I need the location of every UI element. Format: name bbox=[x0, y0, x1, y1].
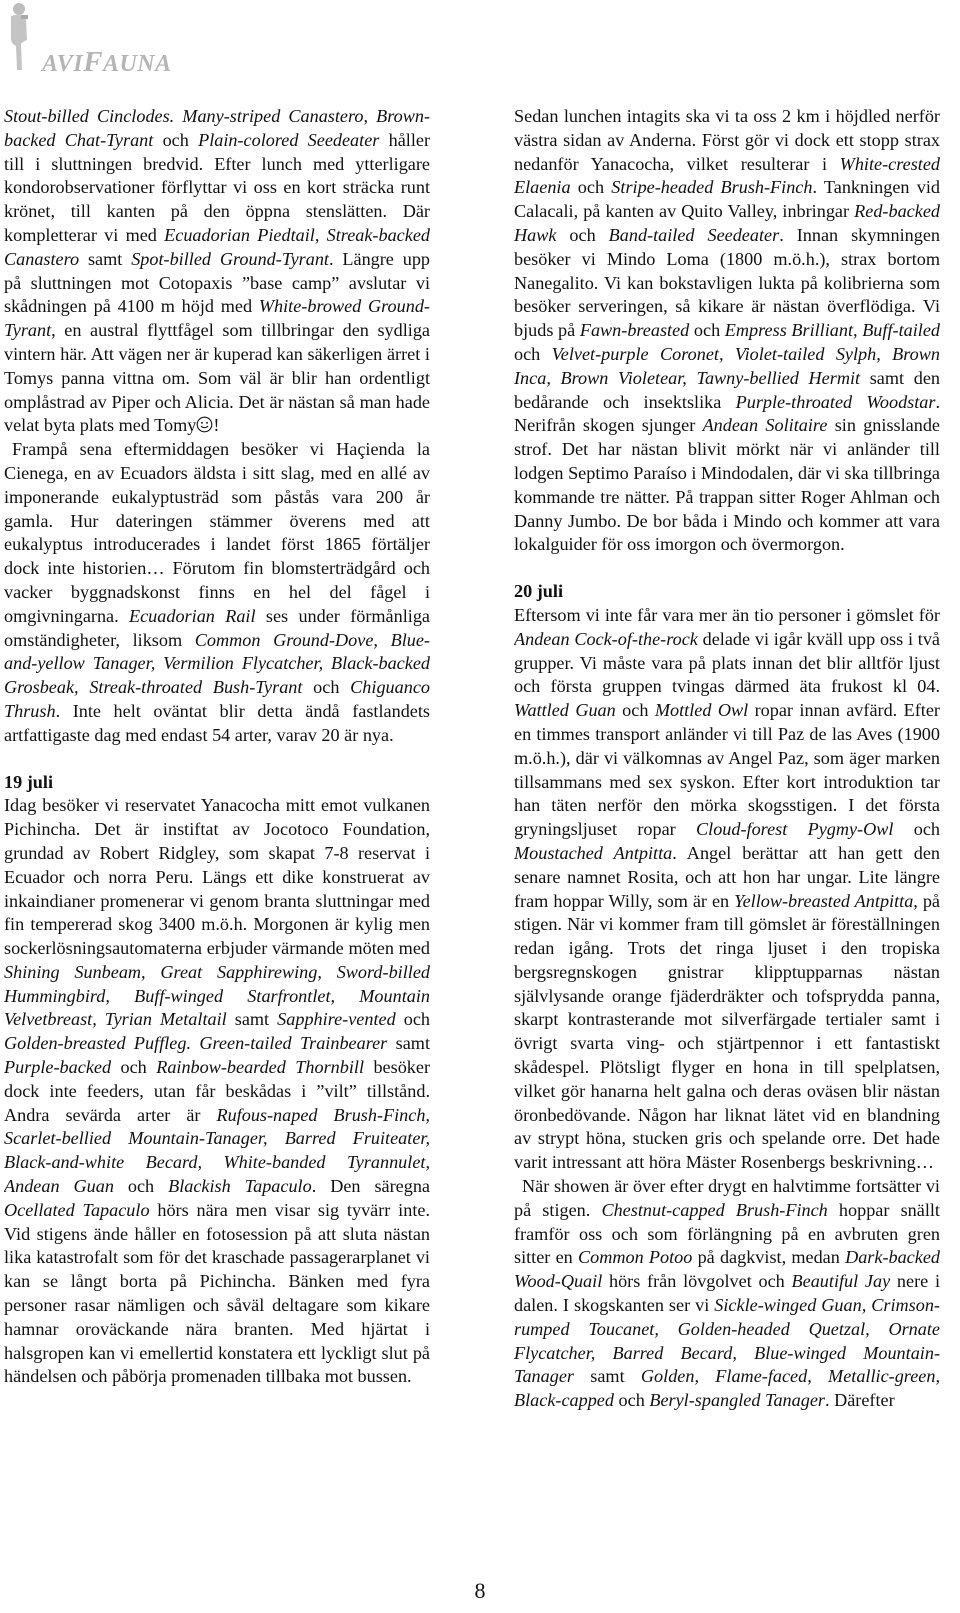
text-run: Idag besöker vi reservatet Yanacocha mitt emot vulkanen Pichincha. Det är instiftat av Jocotoco Foundation, grundad av Robert Ridgley, som skapat 7-8 reservat i Ecuador och norra Peru. Längs ett dike konstruerat av inkaindianer promenerar vi genom branta sluttningar med fin tempererad skog 3400 m.ö.h. Morgonen är kylig men sockerlösningsautomaterna erbjuder värmande möten med bbox=[4, 795, 430, 959]
text-run: ! bbox=[213, 415, 220, 436]
species-name: Rainbow-bearded Thornbill bbox=[156, 1057, 365, 1078]
right-column bbox=[514, 105, 940, 1585]
text-run: och bbox=[689, 320, 725, 341]
text-run: samt den bedårande och insektslika bbox=[514, 367, 940, 412]
species-name: Spot-billed Ground-Tyrant bbox=[131, 248, 329, 269]
text-run: . Den säregna bbox=[311, 1176, 430, 1197]
species-name: Stout-billed Cinclodes. Many-striped Canastero, Brown-backed Chat-Tyrant bbox=[4, 106, 430, 150]
species-name: Andean Cock-of-the-rock bbox=[514, 628, 698, 649]
text-run: och bbox=[302, 677, 351, 698]
heading-19-juli: 19 juli bbox=[4, 771, 54, 792]
paragraph-mindo-loma bbox=[514, 105, 940, 557]
species-name: Band-tailed Seedeater bbox=[608, 224, 780, 245]
text-run: När showen är över efter drygt en halvtimme fortsätter vi på stigen. bbox=[514, 1176, 940, 1220]
species-name: Chiguanco Thrush bbox=[4, 677, 430, 721]
left-column bbox=[4, 105, 430, 1585]
species-name: Common Ground-Dove, Blue-and-yellow Tanager, Vermilion Flycatcher, Black-backed Grosbeak, Streak-throated Bush-Tyrant bbox=[4, 629, 430, 698]
text-run: samt bbox=[573, 1366, 641, 1387]
species-name: Plain-colored Seedeater bbox=[198, 129, 380, 150]
species-name: Golden-breasted Puffleg. Green-tailed Trainbearer bbox=[4, 1033, 388, 1054]
species-name: Blackish Tapaculo bbox=[168, 1176, 312, 1197]
species-name: Empress Brilliant, Buff-tailed bbox=[724, 320, 940, 341]
species-name: Rufous-naped Brush-Finch, Scarlet-bellied Mountain-Tanager, Barred Fruiteater, Black-and-white Becard, White-banded Tyrannulet, Andean Guan bbox=[4, 1104, 430, 1197]
text-run: . Inte helt oväntat blir detta ändå fastlandets artfattigaste dag med endast 54 arter, varav 20 är nya. bbox=[4, 700, 430, 745]
text-run: . Nerifrån skogen sjunger bbox=[514, 391, 940, 436]
species-name: Golden, Flame-faced, Metallic-green, Black-capped bbox=[514, 1366, 940, 1411]
text-run: . Därefter bbox=[824, 1390, 895, 1411]
text-run: ropar innan avfärd. Efter en timmes transport anländer vi till Paz de las Aves (1900 m.ö.h.), där vi välkomnas av Angel Paz, som äger marken tillsammans med sex syskon. Efter kort introduktion tar han täten nerför den mörka skogsstigen. I det första gryningsljuset ropar bbox=[514, 700, 940, 840]
text-run: och bbox=[556, 224, 609, 245]
text-run: och bbox=[613, 1390, 650, 1411]
paragraph-yanacocha bbox=[4, 794, 430, 1389]
paragraph-cock-of-the-rock bbox=[514, 604, 940, 1175]
species-name: Red-backed Hawk bbox=[514, 201, 940, 245]
text-run: och bbox=[514, 343, 552, 364]
text-run: och bbox=[395, 1009, 430, 1030]
text-run: ses under förmånliga omständigheter, liksom bbox=[4, 605, 430, 650]
species-name: Purple-throated Woodstar bbox=[735, 391, 936, 412]
text-run: sin gnisslande strof. Det har nästan blivit mörkt när vi anländer till lodgen Septimo Paraíso i Mindodalen, där vi ska tillbringa kommande tre nätter. På trappan sitter Roger Ahlman och Danny Jumbo. De bor båda i Mindo och kommer att vara lokalguider för oss imorgon och övermorgon. bbox=[514, 415, 940, 555]
species-name: Ecuadorian Rail bbox=[129, 605, 256, 626]
text-run: och bbox=[570, 177, 612, 198]
text-run: och bbox=[111, 1057, 157, 1078]
text-run: och bbox=[113, 1176, 169, 1197]
species-name: Mottled Owl bbox=[654, 700, 749, 721]
paragraph-cotopaxi bbox=[4, 105, 430, 438]
text-run: . Tankningen vid Calacali, på kanten av Quito Valley, inbringar bbox=[514, 177, 940, 222]
species-name: Dark-backed Wood-Quail bbox=[514, 1247, 940, 1292]
text-run: och bbox=[893, 819, 940, 840]
logo-wordmark: AVIFAUNA bbox=[42, 46, 172, 78]
text-run: och bbox=[153, 129, 199, 150]
text-run: samt bbox=[387, 1033, 430, 1054]
text-run: Frampå sena eftermiddagen besöker vi Haçienda la Cienega, en av Ecuadors äldsta i sitt slag, med en allé av imponerande eukalyptusträd som påstås vara 200 år gamla. Hur dateringen stämmer överens med att eukalyptus introducerades i landet först 1865 förtäljer dock inte historien… Förutom fin blomsterträdgård och vacker byggnadskonst finns en hel del fågel i omgivningarna. bbox=[4, 439, 430, 626]
text-run: , på stigen. När vi kommer fram till gömslet är föreställningen redan igång. Trots det ringa ljuset i den tropiska bergsregnskogen gnistrar klipptupparnas nästan självlysande orange fjäderdräkter och tofsprydda panna, skarpt kontrasterande mot silverfärgade tertialer samt i övrigt svarta ving- och stjärtpennor i ett fantastiskt skådespel. Plötsligt flyger en hona in till spelplatsen, vilket gör hanarna helt galna och deras oväsen blir nästan öronbedövande. Någon har liknat lätet vid en blandning av strypt höna, stucken gris och spelande orre. Det hade varit intressant att höra Mäster Rosenbergs beskrivning… bbox=[514, 890, 940, 1173]
species-name: Andean Solitaire bbox=[702, 415, 828, 436]
species-name: Yellow-breasted Antpitta bbox=[734, 890, 914, 911]
species-name: White-crested Elaenia bbox=[514, 153, 940, 198]
text-run: hörs från lövgolvet och bbox=[602, 1271, 792, 1292]
page-number: 8 bbox=[474, 1578, 486, 1603]
text-run: samt bbox=[79, 248, 132, 269]
text-run: Sedan lunchen intagits ska vi ta oss 2 km i höjdled nerför västra sidan av Anderna. Först gör vi dock ett stopp strax nedanför Yanacocha, vilket resulterar i bbox=[514, 106, 940, 174]
text-run: samt bbox=[226, 1009, 278, 1030]
text-run: nere i dalen. I skogskanten ser vi bbox=[514, 1271, 940, 1316]
text-run: hoppar snällt framför oss och som förlängning på en avbruten gren sitter en bbox=[514, 1199, 940, 1268]
species-name: Beautiful Jay bbox=[791, 1271, 891, 1292]
species-name: Purple-backed bbox=[4, 1057, 112, 1078]
species-name: Velvet-purple Coronet, Violet-tailed Sylph, Brown Inca, Brown Violetear, Tawny-bellied Hermit bbox=[514, 343, 940, 388]
text-run: delade vi igår kväll upp oss i två grupper. Vi måste vara på plats innan det blir alltför ljust och första gruppen tvingas därmed äta frukost kl 04. bbox=[514, 628, 940, 697]
species-name: Stripe-headed Brush-Finch bbox=[611, 177, 813, 198]
heading-20-juli: 20 juli bbox=[514, 581, 564, 602]
text-run: . Angel berättar att han gett den senare namnet Rosita, och att hon har ungar. Lite längre fram hoppar Willy, som är en bbox=[514, 842, 940, 911]
species-name: Sapphire-vented bbox=[277, 1009, 396, 1030]
text-run: hörs nära men visar sig tyvärr inte. Vid stigens ände håller en fotosession på att sluta nästan lika katastrofalt som för det kraschade passagerarplanet vi kan se långt borta på Pichincha. Bänken med fyra personer rasar nämligen och såväl deltagare som kikare hamnar oroväckande nära branten. Med hjärtat i halsgropen kan vi emellertid konstatera ett lyckligt slut på händelsen och påbörja promenaden tillbaka mot bussen. bbox=[4, 1199, 430, 1387]
species-name: Sickle-winged Guan, Crimson-rumped Toucanet, Golden-headed Quetzal, Ornate Flycatcher, Barred Becard, Blue-winged Mountain-Tanager bbox=[514, 1295, 940, 1387]
paragraph-hacienda bbox=[4, 438, 430, 747]
species-name: Chestnut-capped Brush-Finch bbox=[601, 1199, 828, 1220]
species-name: Beryl-spangled Tanager bbox=[649, 1390, 825, 1411]
species-name: Cloud-forest Pygmy-Owl bbox=[696, 819, 894, 840]
text-run: Eftersom vi inte får vara mer än tio personer i gömslet för bbox=[514, 604, 940, 625]
text-run: . Innan skymningen besöker vi Mindo Loma (1800 m.ö.h.), strax bortom Nanegalito. Vi kan bokstavligen lukta på kolibrierna som besöker serveringen, så kikare är nästan överflödiga. Vi bjuds på bbox=[514, 224, 940, 341]
species-name: Fawn-breasted bbox=[579, 320, 690, 341]
text-run: besöker dock inte feeders, utan får beskådas i ”vilt” tillstånd. Andra sevärda arter är bbox=[4, 1057, 430, 1125]
text-run: och bbox=[615, 700, 655, 721]
text-run: på dagkvist, medan bbox=[692, 1247, 846, 1268]
text-run: , en austral flyttfågel som tillbringar den sydliga vintern här. Att vägen ner är kuperad kan säkerligen ärret i Tomys panna vittna om. Som väl är blir han ordentligt omplåstrad av Piper och Alicia. Det är nästan så man hade velat byta plats med Tomy bbox=[4, 320, 430, 436]
avifauna-logo bbox=[4, 0, 204, 80]
species-name: Shining Sunbeam, Great Sapphirewing, Sword-billed Hummingbird, Buff-winged Starfrontlet, Mountain Velvetbreast, Tyrian Metaltail bbox=[4, 961, 430, 1030]
species-name: Ecuadorian Piedtail, Streak-backed Canastero bbox=[4, 224, 430, 269]
text-run: håller till i sluttningen bredvid. Efter lunch med ytterligare kondorobservationer förflyttar vi oss en kort sträcka runt krönet, till kanten på den öppna stenslätten. Där kompletterar vi med bbox=[4, 129, 430, 245]
smiley-face-icon bbox=[196, 416, 213, 433]
paragraph-after-show bbox=[514, 1175, 940, 1413]
text-run: . Längre upp på sluttningen mot Cotopaxis ”base camp” avslutar vi skådningen på 4100 m höjd med bbox=[4, 248, 430, 317]
species-name: Moustached Antpitta bbox=[514, 842, 673, 863]
bird-watcher-figure-icon bbox=[6, 2, 30, 72]
species-name: Common Potoo bbox=[577, 1247, 693, 1268]
species-name: Wattled Guan bbox=[514, 700, 616, 721]
species-name: Ocellated Tapaculo bbox=[4, 1199, 150, 1220]
species-name: White-browed Ground-Tyrant bbox=[4, 296, 430, 341]
